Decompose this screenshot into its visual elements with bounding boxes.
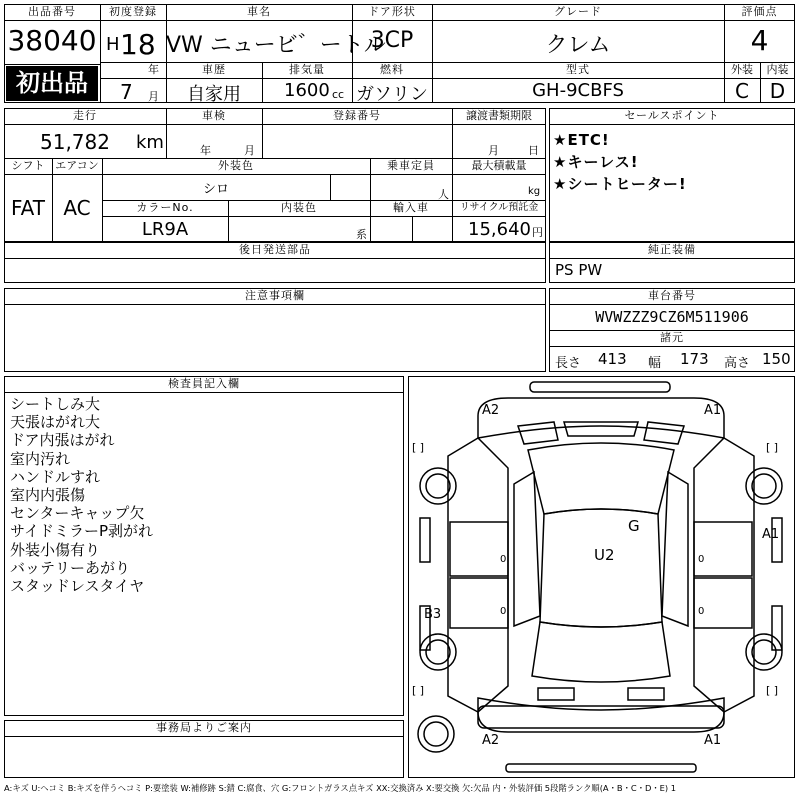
inspector-note: 室内汚れ [10,449,71,468]
sales-points-label: セールスポイント [624,109,720,122]
legend-footer: A:キズ U:ヘコミ B:キズを伴うヘコミ P:要塗装 W:補修跡 S:錆 C:腐食、穴 G:フロントガラス点キズ XX:交換済み X:要交換 欠:欠品 内・外装評価 5段階ランク順(A・B・C・D・E) 1 [4,783,677,793]
caution-label: 注意事項欄 [245,289,305,302]
inspection-label: 車検 [202,109,226,122]
recycle-unit: 円 [532,226,543,239]
genuine-equipment-value: PS PW [555,261,603,279]
inspector-note: 室内内張傷 [10,486,86,505]
fuel: ガソリン [356,84,428,105]
car-name-label: 車名 [247,5,271,18]
width-value: 173 [680,350,709,368]
front-bumper-outline [530,382,670,392]
month-unit: 月 [148,90,159,103]
door-label: ドア形状 [368,5,416,18]
transfer-day-unit: 日 [528,144,539,157]
inspector-note: スタッドレスタイヤ [10,577,145,596]
inspector-note: シートしみ大 [10,395,101,413]
zero-mark: 0 [698,606,705,617]
displacement-unit: cc [332,88,345,101]
windshield-outline [528,443,674,514]
displacement-label: 排気量 [289,63,325,76]
load-label: 最大積載量 [471,159,527,172]
score: 4 [750,24,769,57]
car-name: VW ニュービ゛ートル [166,33,386,58]
inspection-month-unit: 月 [244,144,255,157]
lot-number: 38040 [7,24,97,57]
load-unit: kg [528,186,541,197]
inspector-note: サイドミラーP剥がれ [10,522,153,541]
dimensions-label: 諸元 [660,331,684,344]
interior-grade: D [769,79,786,103]
inspector-note: バッテリーあがり [10,558,131,577]
sales-points-list [553,129,793,195]
chassis-label: 車台番号 [648,289,696,302]
era: H [106,34,120,55]
mark-rear-left: A2 [482,733,500,748]
hood-outline [478,398,724,438]
sales-point-item: ★シートヒーター! [553,175,687,193]
genuine-equipment-label: 純正装備 [648,243,696,256]
mark-roof: U2 [594,546,615,564]
first-reg-label: 初度登録 [109,5,157,18]
score-label: 評価点 [741,5,778,18]
height-label: 高さ [724,356,751,371]
inspector-label: 検査員記入欄 [168,377,240,390]
recycle-label: リサイクル預託金 [459,202,539,213]
roof-outline [540,509,662,627]
mark-left-side: B3 [424,607,442,622]
zero-mark: 0 [698,554,705,565]
chassis-number: WVWZZZ9CZ6M511906 [595,308,749,326]
bracket-right: [ ] [766,441,779,454]
grade-label: グレード [554,5,602,18]
sales-point-item: ★ETC! [553,131,610,149]
mark-rear-right: A1 [704,733,722,748]
registration-label: 登録番号 [333,109,381,122]
height-value: 150 [762,350,791,368]
color-no-label: カラーNo. [136,201,194,214]
first-listing-badge: 初出品 [6,66,98,101]
bracket-left: [ ] [412,684,425,697]
trunk-outline [478,698,724,732]
fuel-label: 燃料 [380,63,404,76]
sales-point-item: ★キーレス! [553,153,639,171]
interior-color-label: 内装色 [281,201,317,214]
zero-mark: 0 [500,554,507,565]
body-right [694,438,754,712]
inspector-note: ハンドルすれ [10,467,101,486]
recycle-fee: 15,640 [468,219,531,240]
color-label: 外装色 [218,159,254,172]
mark-front-right: A1 [704,403,722,418]
shift: FAT [10,196,45,220]
ac-label: エアコン [55,159,99,172]
later-parts-label: 後日発送部品 [239,243,311,256]
color: シロ [202,182,229,197]
interior-color-suffix: 系 [356,228,367,241]
length-label: 長さ [555,356,582,371]
transfer-label: 譲渡書類期限 [466,109,532,122]
inspector-note: 天張はがれ大 [10,413,101,432]
reg-month: 7 [120,80,133,104]
exterior-grade: C [735,79,749,103]
ac: AC [63,196,91,220]
office-label: 事務局よりご案内 [156,721,252,734]
transfer-month-unit: 月 [488,144,499,157]
color-no: LR9A [141,219,189,240]
car-diagram [408,376,795,778]
shift-label: シフト [11,159,45,172]
grade: クレム [545,33,611,58]
mark-windshield: G [628,517,640,535]
width-label: 幅 [648,356,662,371]
capacity-label: 乗車定員 [387,159,435,172]
capacity-unit: 人 [438,188,449,201]
model-code: GH-9CBFS [532,80,624,101]
door: 3CP [370,28,414,53]
lot-label: 出品番号 [28,5,76,18]
exterior-label: 外装 [731,63,753,76]
inspector-notes [10,395,400,595]
inspector-note: 外装小傷有り [10,540,101,559]
inspection-year-unit: 年 [200,144,211,157]
zero-mark: 0 [500,606,507,617]
mileage-unit: km [136,132,164,153]
mileage: 51,782 [40,130,110,154]
history: 自家用 [187,84,241,105]
mileage-label: 走行 [73,109,97,122]
inspector-note: センターキャップ欠 [10,504,145,523]
vehicle-info-box [4,108,546,242]
mark-front-left: A2 [482,403,500,418]
mark-right-side: A1 [762,527,780,542]
length-value: 413 [598,350,627,368]
reg-year: 18 [120,28,156,61]
interior-label: 内装 [766,63,789,76]
import-label: 輸入車 [393,201,429,214]
year-unit: 年 [148,63,159,76]
body-left [448,438,508,712]
bracket-left: [ ] [412,441,425,454]
model-code-label: 型式 [566,63,590,76]
inspector-note: ドア内張はがれ [10,431,115,450]
history-label: 車歴 [202,63,226,76]
displacement: 1600 [284,80,330,101]
bracket-right: [ ] [766,684,779,697]
